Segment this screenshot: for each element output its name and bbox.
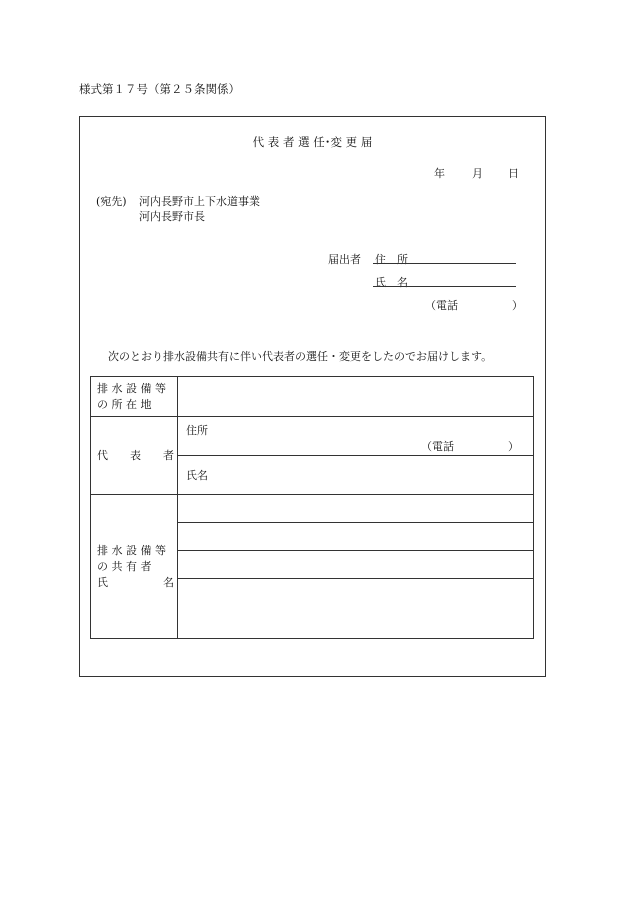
rep-address-row (91, 417, 534, 456)
applicant-phone-close: ） (512, 299, 523, 312)
destination-line-2: 河内長野市長 (139, 210, 205, 223)
date-day-label: 日 (508, 167, 519, 180)
co-owner-input-3[interactable] (178, 551, 534, 579)
co-owner-input-2[interactable] (178, 523, 534, 551)
representative-label-cell (91, 417, 178, 495)
applicant-name-label: 氏 名 (375, 276, 408, 289)
location-label-line-2: の 所 在 地 (97, 397, 152, 411)
representative-label: 代 表 者 (97, 448, 174, 462)
location-row (91, 377, 534, 417)
rep-address-cell[interactable] (178, 417, 534, 456)
rep-name-label: 氏名 (186, 469, 208, 482)
rep-name-cell[interactable] (178, 456, 534, 495)
form-title: 代 表 者 選 任･変 更 届 (252, 135, 373, 149)
co-owner-label-line-3: 氏 名 (97, 575, 174, 589)
date-month-label: 月 (472, 167, 483, 180)
rep-phone-label: （電話 (421, 440, 454, 453)
co-owner-input-1[interactable] (178, 495, 534, 523)
date-year-label: 年 (434, 167, 445, 180)
details-table (90, 376, 534, 639)
rep-phone-close: ） (508, 440, 519, 453)
form-number: 様式第１７号（第２５条関係） (79, 82, 240, 96)
co-owner-input-4[interactable] (178, 579, 534, 639)
co-owner-label-line-1: 排 水 設 備 等 (97, 543, 166, 557)
co-owner-row-1 (91, 495, 534, 523)
rep-address-label: 住所 (186, 424, 208, 437)
destination-line-1: 河内長野市上下水道事業 (139, 195, 260, 208)
destination-label: (宛先) (96, 195, 127, 208)
co-owner-label-line-2: の 共 有 者 (97, 559, 152, 573)
location-label-cell (91, 377, 178, 417)
location-label-line-1: 排 水 設 備 等 (97, 381, 166, 395)
applicant-address-field[interactable] (373, 263, 516, 264)
applicant-name-field[interactable] (373, 286, 516, 287)
applicant-address-label: 住 所 (375, 253, 408, 266)
co-owner-label-cell (91, 495, 178, 639)
applicant-phone-label: （電話 (425, 299, 458, 312)
statement-text: 次のとおり排水設備共有に伴い代表者の選任・変更をしたのでお届けします。 (108, 350, 493, 363)
applicant-label: 届出者 (328, 253, 361, 266)
location-input-cell[interactable] (178, 377, 534, 417)
